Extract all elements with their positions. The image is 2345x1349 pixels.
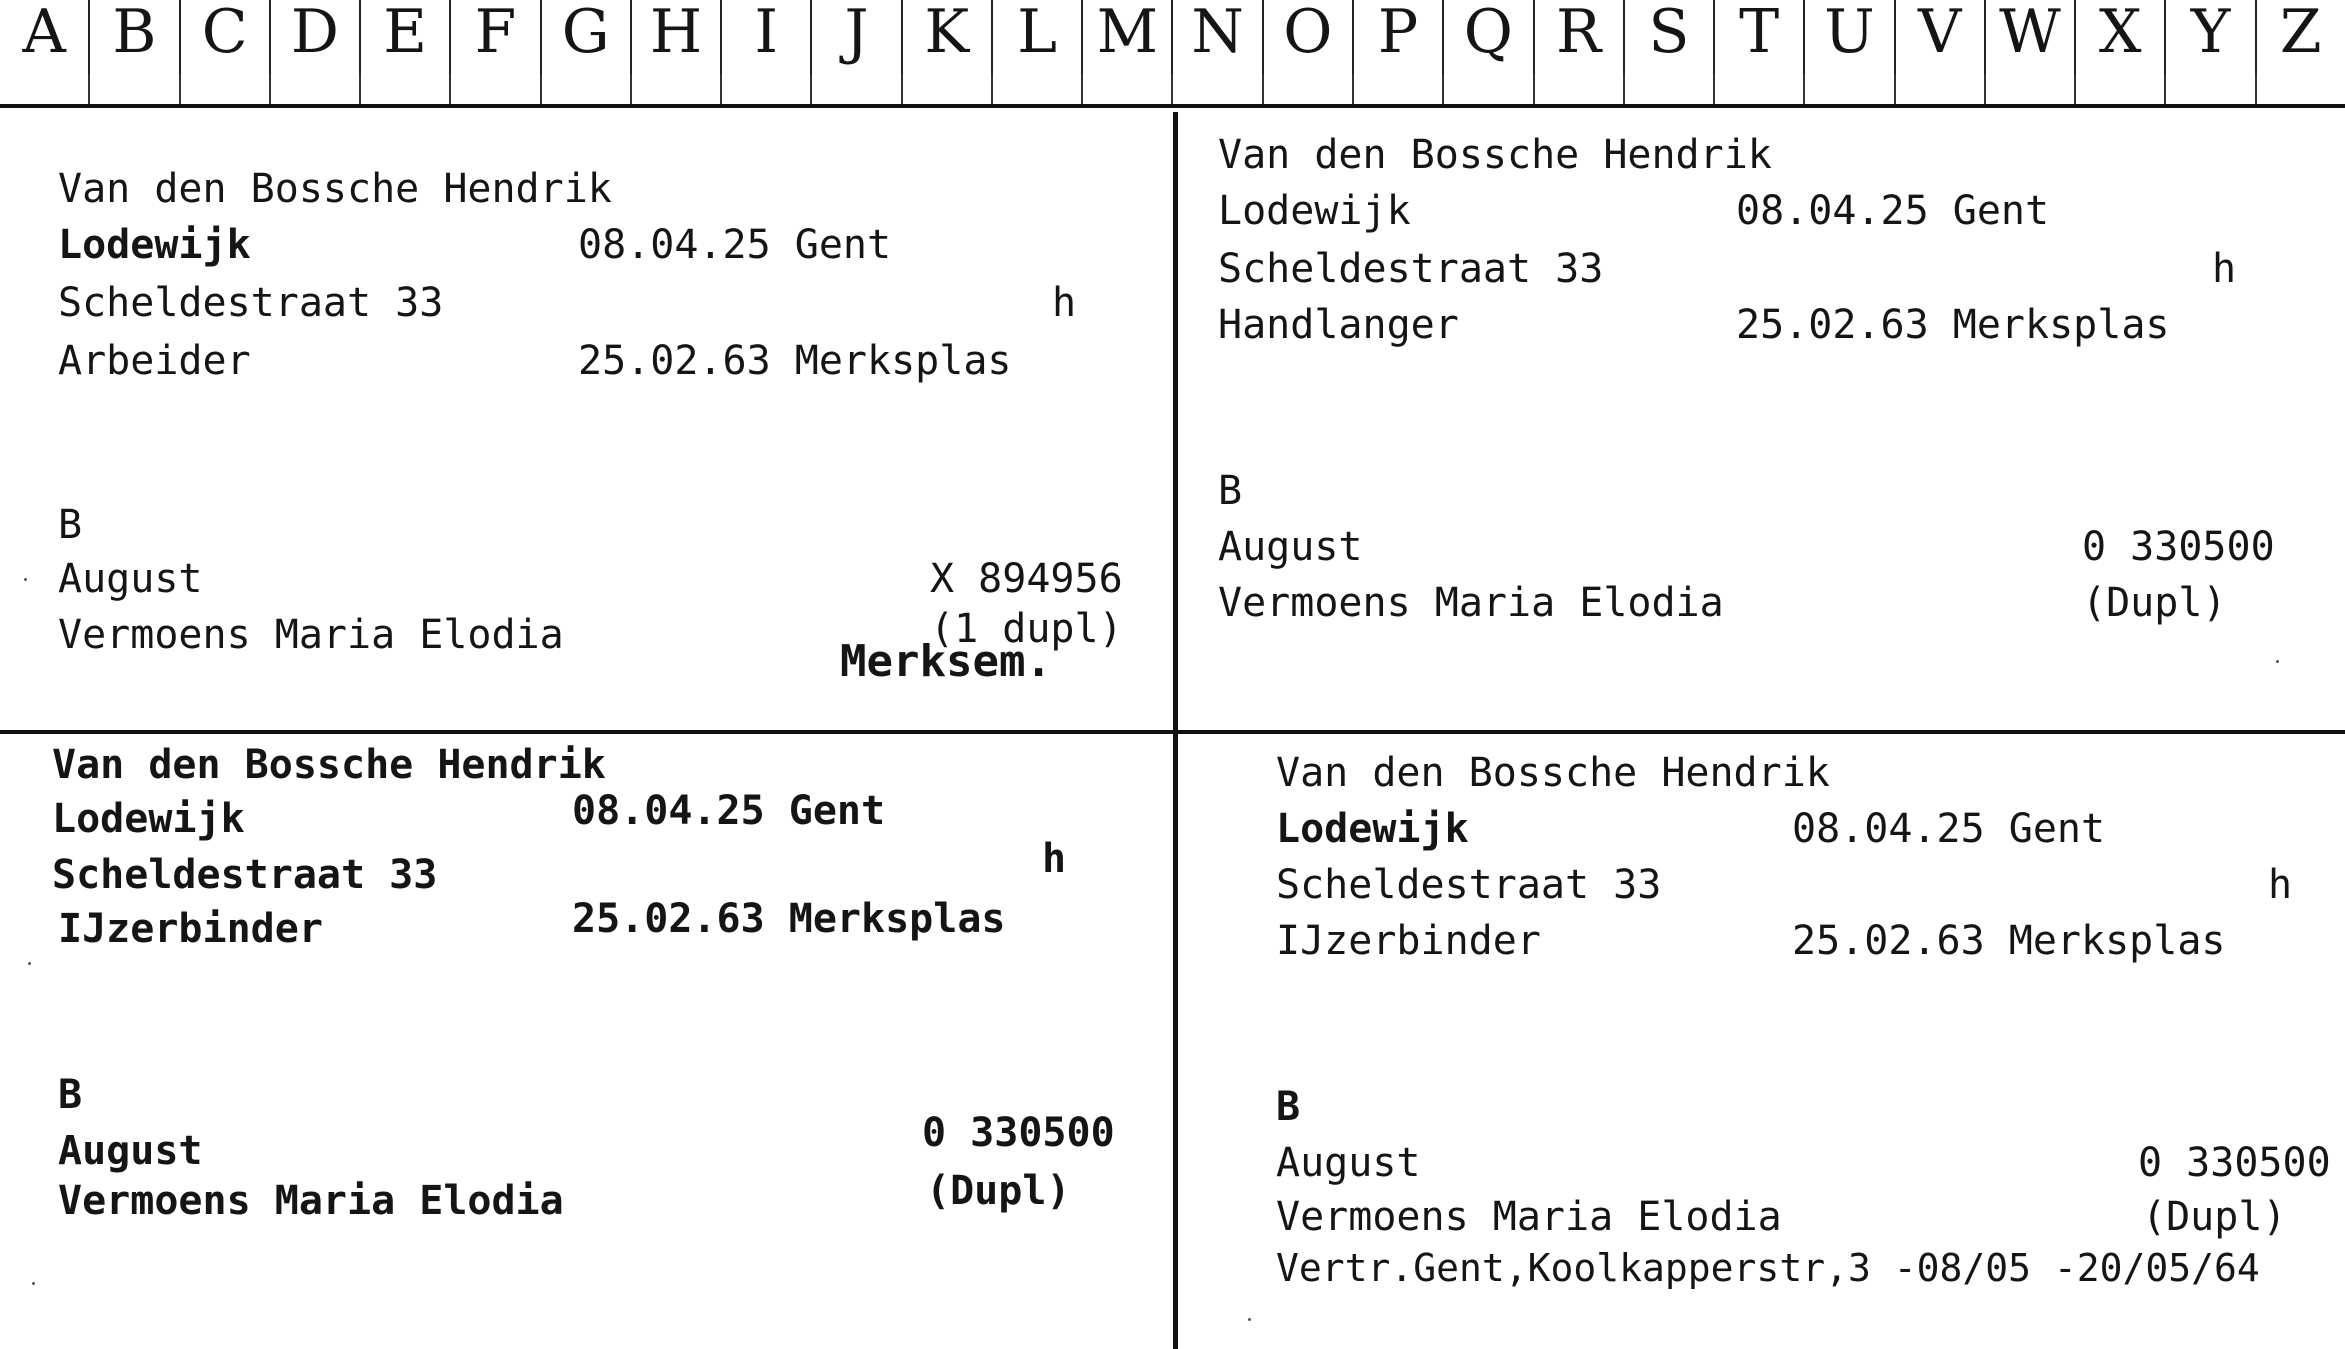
alphabet-letter-s: S <box>1623 0 1713 104</box>
card-mother: Vermoens Maria Elodia <box>58 612 564 658</box>
alphabet-letter-z: Z <box>2255 0 2345 104</box>
scan-speck <box>24 578 27 581</box>
alphabet-letter-e: E <box>359 0 449 104</box>
card-street: Scheldestraat 33 <box>1218 246 1604 292</box>
alphabet-letter-p: P <box>1352 0 1442 104</box>
card-ref: X 894956 <box>930 556 1123 602</box>
card-ref: 0 330500 <box>2138 1140 2331 1186</box>
card-dupl: (1 dupl) <box>930 606 1123 652</box>
card-father: August <box>58 1128 203 1174</box>
card-occupation: IJzerbinder <box>58 906 323 952</box>
card-surname: Van den Bossche Hendrik <box>1218 132 1772 178</box>
card-given-name: Lodewijk <box>58 222 251 268</box>
card-occupation: Handlanger <box>1218 302 1459 348</box>
card-code: B <box>58 1072 83 1118</box>
record-card-bottom-left <box>0 734 1173 1349</box>
card-birth: 08.04.25 Gent <box>1792 806 2106 852</box>
card-ref: 0 330500 <box>922 1110 1115 1156</box>
alphabet-letter-v: V <box>1894 0 1984 104</box>
record-card-top-left <box>0 112 1173 730</box>
card-given-name: Lodewijk <box>1218 188 1411 234</box>
card-surname: Van den Bossche Hendrik <box>58 166 612 212</box>
card-ref: 0 330500 <box>2082 524 2275 570</box>
alphabet-letter-c: C <box>179 0 269 104</box>
alphabet-index-strip <box>0 0 2345 108</box>
alphabet-letter-g: G <box>540 0 630 104</box>
card-mark: h <box>1042 836 1067 882</box>
card-birth: 08.04.25 Gent <box>572 788 886 834</box>
card-death: 25.02.63 Merksplas <box>578 338 1012 384</box>
card-father: August <box>1276 1140 1421 1186</box>
alphabet-letter-n: N <box>1171 0 1261 104</box>
card-mother: Vermoens Maria Elodia <box>1276 1194 1782 1240</box>
card-death: 25.02.63 Merksplas <box>572 896 1006 942</box>
card-street: Scheldestraat 33 <box>1276 862 1662 908</box>
card-given-name: Lodewijk <box>1276 806 1469 852</box>
alphabet-letter-t: T <box>1713 0 1803 104</box>
alphabet-letter-r: R <box>1533 0 1623 104</box>
card-mark: h <box>2268 862 2293 908</box>
card-death: 25.02.63 Merksplas <box>1792 918 2226 964</box>
card-dupl: (Dupl) <box>2142 1194 2287 1240</box>
alphabet-letter-y: Y <box>2164 0 2254 104</box>
card-mark: h <box>2212 246 2237 292</box>
card-given-name: Lodewijk <box>52 796 245 842</box>
alphabet-letter-b: B <box>88 0 178 104</box>
scan-speck <box>2276 660 2279 663</box>
record-card-top-right <box>1178 112 2345 730</box>
alphabet-letter-h: H <box>630 0 720 104</box>
card-street: Scheldestraat 33 <box>58 280 444 326</box>
card-annotation: Vertr.Gent,Koolkapperstr,3 -08/05 -20/05/64 <box>1276 1246 2260 1290</box>
card-occupation: Arbeider <box>58 338 251 384</box>
alphabet-letter-f: F <box>449 0 539 104</box>
scan-speck <box>28 962 31 965</box>
card-surname: Van den Bossche Hendrik <box>1276 750 1830 796</box>
card-stamp: Merksem. <box>840 636 1052 687</box>
card-mark: h <box>1052 280 1077 326</box>
card-occupation: IJzerbinder <box>1276 918 1541 964</box>
card-street: Scheldestraat 33 <box>52 852 438 898</box>
alphabet-letter-x: X <box>2074 0 2164 104</box>
alphabet-letter-j: J <box>810 0 900 104</box>
card-mother: Vermoens Maria Elodia <box>58 1178 564 1224</box>
card-mother: Vermoens Maria Elodia <box>1218 580 1724 626</box>
card-death: 25.02.63 Merksplas <box>1736 302 2170 348</box>
alphabet-letter-q: Q <box>1442 0 1532 104</box>
alphabet-letter-i: I <box>720 0 810 104</box>
alphabet-letter-l: L <box>991 0 1081 104</box>
alphabet-letter-m: M <box>1081 0 1171 104</box>
alphabet-letter-u: U <box>1803 0 1893 104</box>
card-code: B <box>58 502 83 548</box>
alphabet-letter-o: O <box>1262 0 1352 104</box>
scan-speck <box>32 1282 35 1285</box>
card-father: August <box>58 556 203 602</box>
alphabet-letter-a: A <box>0 0 88 104</box>
card-surname: Van den Bossche Hendrik <box>52 742 606 788</box>
card-code: B <box>1276 1084 1301 1130</box>
alphabet-letter-d: D <box>269 0 359 104</box>
card-dupl: (Dupl) <box>2082 580 2227 626</box>
alphabet-letter-w: W <box>1984 0 2074 104</box>
card-dupl: (Dupl) <box>926 1168 1071 1214</box>
record-card-bottom-right <box>1178 734 2345 1349</box>
card-birth: 08.04.25 Gent <box>1736 188 2050 234</box>
card-father: August <box>1218 524 1363 570</box>
card-birth: 08.04.25 Gent <box>578 222 892 268</box>
scan-speck <box>1248 1318 1251 1321</box>
alphabet-letter-k: K <box>901 0 991 104</box>
card-code: B <box>1218 468 1243 514</box>
